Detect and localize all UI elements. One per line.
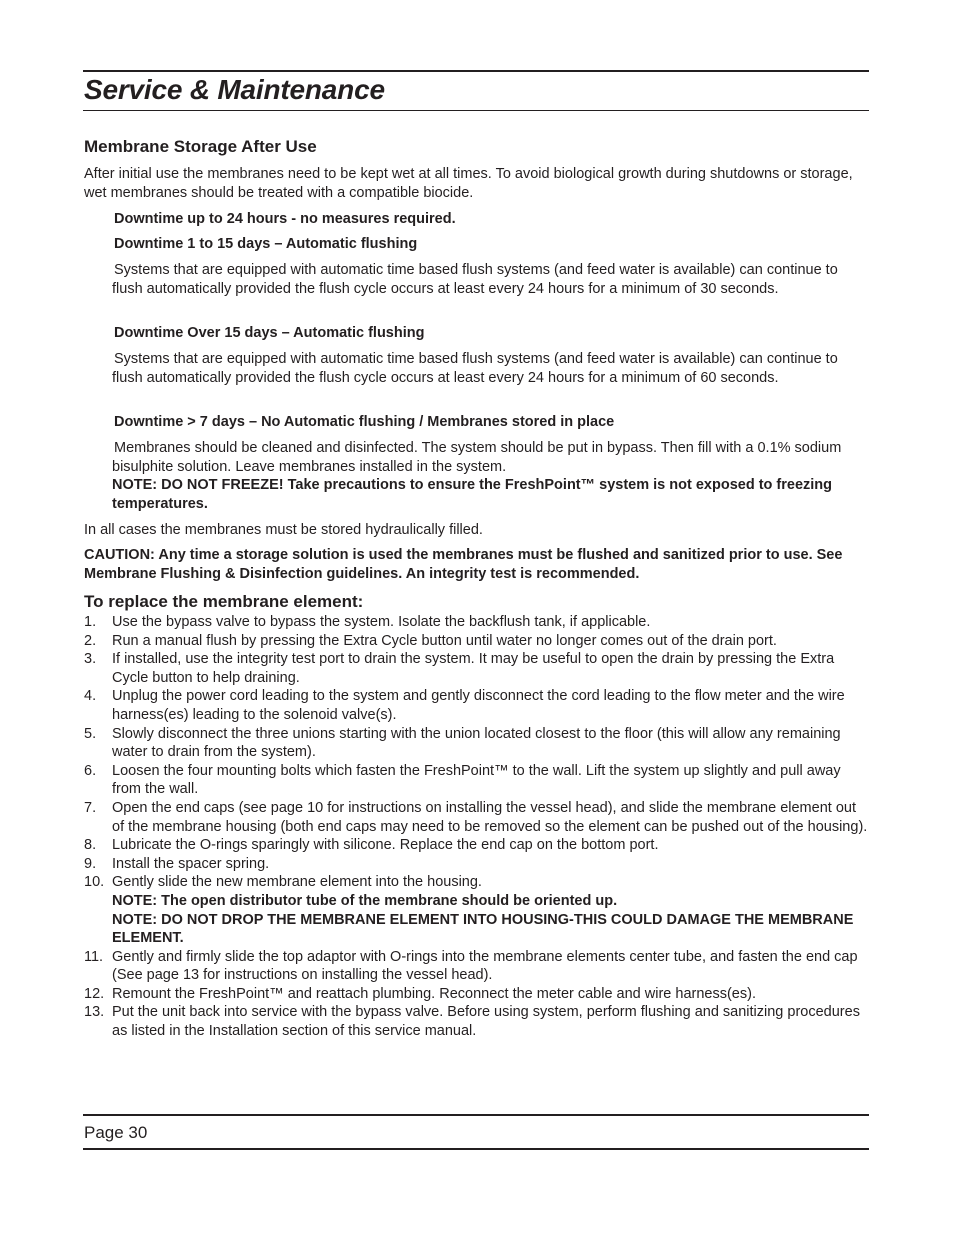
- step-number: 5.: [84, 725, 97, 742]
- list-item: [84, 985, 870, 1004]
- step-number: 7.: [84, 799, 97, 816]
- step-note: NOTE: The open distributor tube of the membrane should be oriented up.: [112, 892, 618, 909]
- downtime-over15-text: Systems that are equipped with automatic time based flush systems (and feed water is available) can continue to flush automatically provided the flush cycle occurs at least every 24 hours for a minimum of 60 seconds.: [112, 351, 838, 386]
- step-number: 4.: [84, 688, 97, 705]
- step-number: 9.: [84, 855, 97, 872]
- caution-text: CAUTION: Any time a storage solution is used the membranes must be flushed and sanitized prior to use. See Membrane Flushing & Disinfection guidelines. An integrity test is recommended.: [84, 547, 843, 582]
- page-title: Service & Maintenance: [84, 74, 385, 105]
- step-number: 1.: [84, 614, 97, 630]
- step-number: 3.: [84, 651, 97, 668]
- page-number: Page 30: [84, 1123, 148, 1142]
- header-bottom-rule: [83, 110, 869, 111]
- step-number: 13.: [84, 1004, 105, 1021]
- step-number: 6.: [84, 762, 97, 779]
- step-text: Unplug the power cord leading to the system and gently disconnect the cord leading to the flow meter and the wire harness(es) leading to the solenoid valve(s).: [112, 688, 845, 723]
- replace-steps-list: [84, 613, 870, 1041]
- step-text: Open the end caps (see page 10 for instructions on installing the vessel head), and slide the membrane element out of the membrane housing (both end caps may need to be removed so the element can be pushed out of the housing).: [112, 799, 868, 835]
- step-number: 8.: [84, 837, 97, 854]
- step-text: Install the spacer spring.: [112, 855, 270, 872]
- all-cases-text: In all cases the membranes must be stored hydraulically filled.: [84, 522, 483, 538]
- list-item: [84, 632, 870, 651]
- step-text: Slowly disconnect the three unions starting with the union located closest to the floor (this will allow any remaining water to drain from the system).: [112, 725, 841, 761]
- downtime-7-heading: Downtime > 7 days – No Automatic flushing / Membranes stored in place: [114, 414, 615, 430]
- step-number: 2.: [84, 632, 97, 649]
- step-text: Gently and firmly slide the top adaptor with O-rings into the membrane elements center tube, and fasten the end cap (See page 13 for instructions on installing the vessel head).: [112, 948, 858, 984]
- step-note: NOTE: DO NOT DROP THE MEMBRANE ELEMENT INTO HOUSING-THIS COULD DAMAGE THE MEMBRANE ELEMENT.: [112, 911, 854, 947]
- footer-top-rule: [83, 1114, 869, 1116]
- list-item: [84, 762, 870, 799]
- list-item: [84, 836, 870, 855]
- list-item: [84, 1003, 870, 1040]
- list-item: [84, 948, 870, 985]
- downtime-1-15-text: Systems that are equipped with automatic time based flush systems (and feed water is available) can continue to flush automatically provided the flush cycle occurs at least every 24 hours for a minimum of 30 seconds.: [112, 262, 838, 297]
- step-number: 12.: [84, 985, 105, 1002]
- downtime-24h: Downtime up to 24 hours - no measures required.: [114, 211, 456, 227]
- downtime-over15-heading: Downtime Over 15 days – Automatic flushing: [114, 325, 425, 341]
- step-number: 11.: [84, 948, 104, 965]
- intro-paragraph: After initial use the membranes need to be kept wet at all times. To avoid biological growth during shutdowns or storage, wet membranes should be treated with a compatible biocide.: [84, 166, 853, 201]
- list-item: [84, 613, 870, 632]
- list-item: [84, 650, 870, 687]
- section-heading: Membrane Storage After Use: [84, 137, 317, 156]
- list-item: [84, 873, 870, 947]
- footer-bottom-rule: [83, 1148, 869, 1150]
- step-text: Remount the FreshPoint™ and reattach plumbing. Reconnect the meter cable and wire harness(es).: [112, 985, 756, 1002]
- list-item: [84, 725, 870, 762]
- step-text: Put the unit back into service with the bypass valve. Before using system, perform flushing and sanitizing procedures as listed in the Installation section of this service manual.: [112, 1004, 860, 1040]
- step-text: Gently slide the new membrane element into the housing.: [112, 874, 482, 891]
- downtime-1-15-heading: Downtime 1 to 15 days – Automatic flushing: [114, 236, 418, 252]
- step-text: Lubricate the O-rings sparingly with silicone. Replace the end cap on the bottom port.: [112, 837, 659, 854]
- list-item: [84, 855, 870, 874]
- step-text: Loosen the four mounting bolts which fasten the FreshPoint™ to the wall. Lift the system up slightly and pull away from the wall.: [112, 762, 841, 798]
- list-item: [84, 687, 870, 724]
- step-text: If installed, use the integrity test port to drain the system. It may be useful to open the drain by pressing the Extra Cycle button to help draining.: [112, 651, 835, 686]
- list-item: [84, 799, 870, 836]
- step-number: 10.: [84, 874, 105, 891]
- downtime-7-text: Membranes should be cleaned and disinfected. The system should be put in bypass. Then fill with a 0.1% sodium bisulphite solution. Leave membranes installed in the system.: [112, 440, 842, 475]
- step-text: Run a manual flush by pressing the Extra Cycle button until water no longer comes out of the drain port.: [112, 632, 777, 649]
- freeze-note: NOTE: DO NOT FREEZE! Take precautions to ensure the FreshPoint™ system is not exposed to freezing temperatures.: [112, 477, 833, 512]
- replace-heading: To replace the membrane element:: [84, 592, 364, 611]
- step-text: Use the bypass valve to bypass the system. Isolate the backflush tank, if applicable.: [112, 614, 651, 630]
